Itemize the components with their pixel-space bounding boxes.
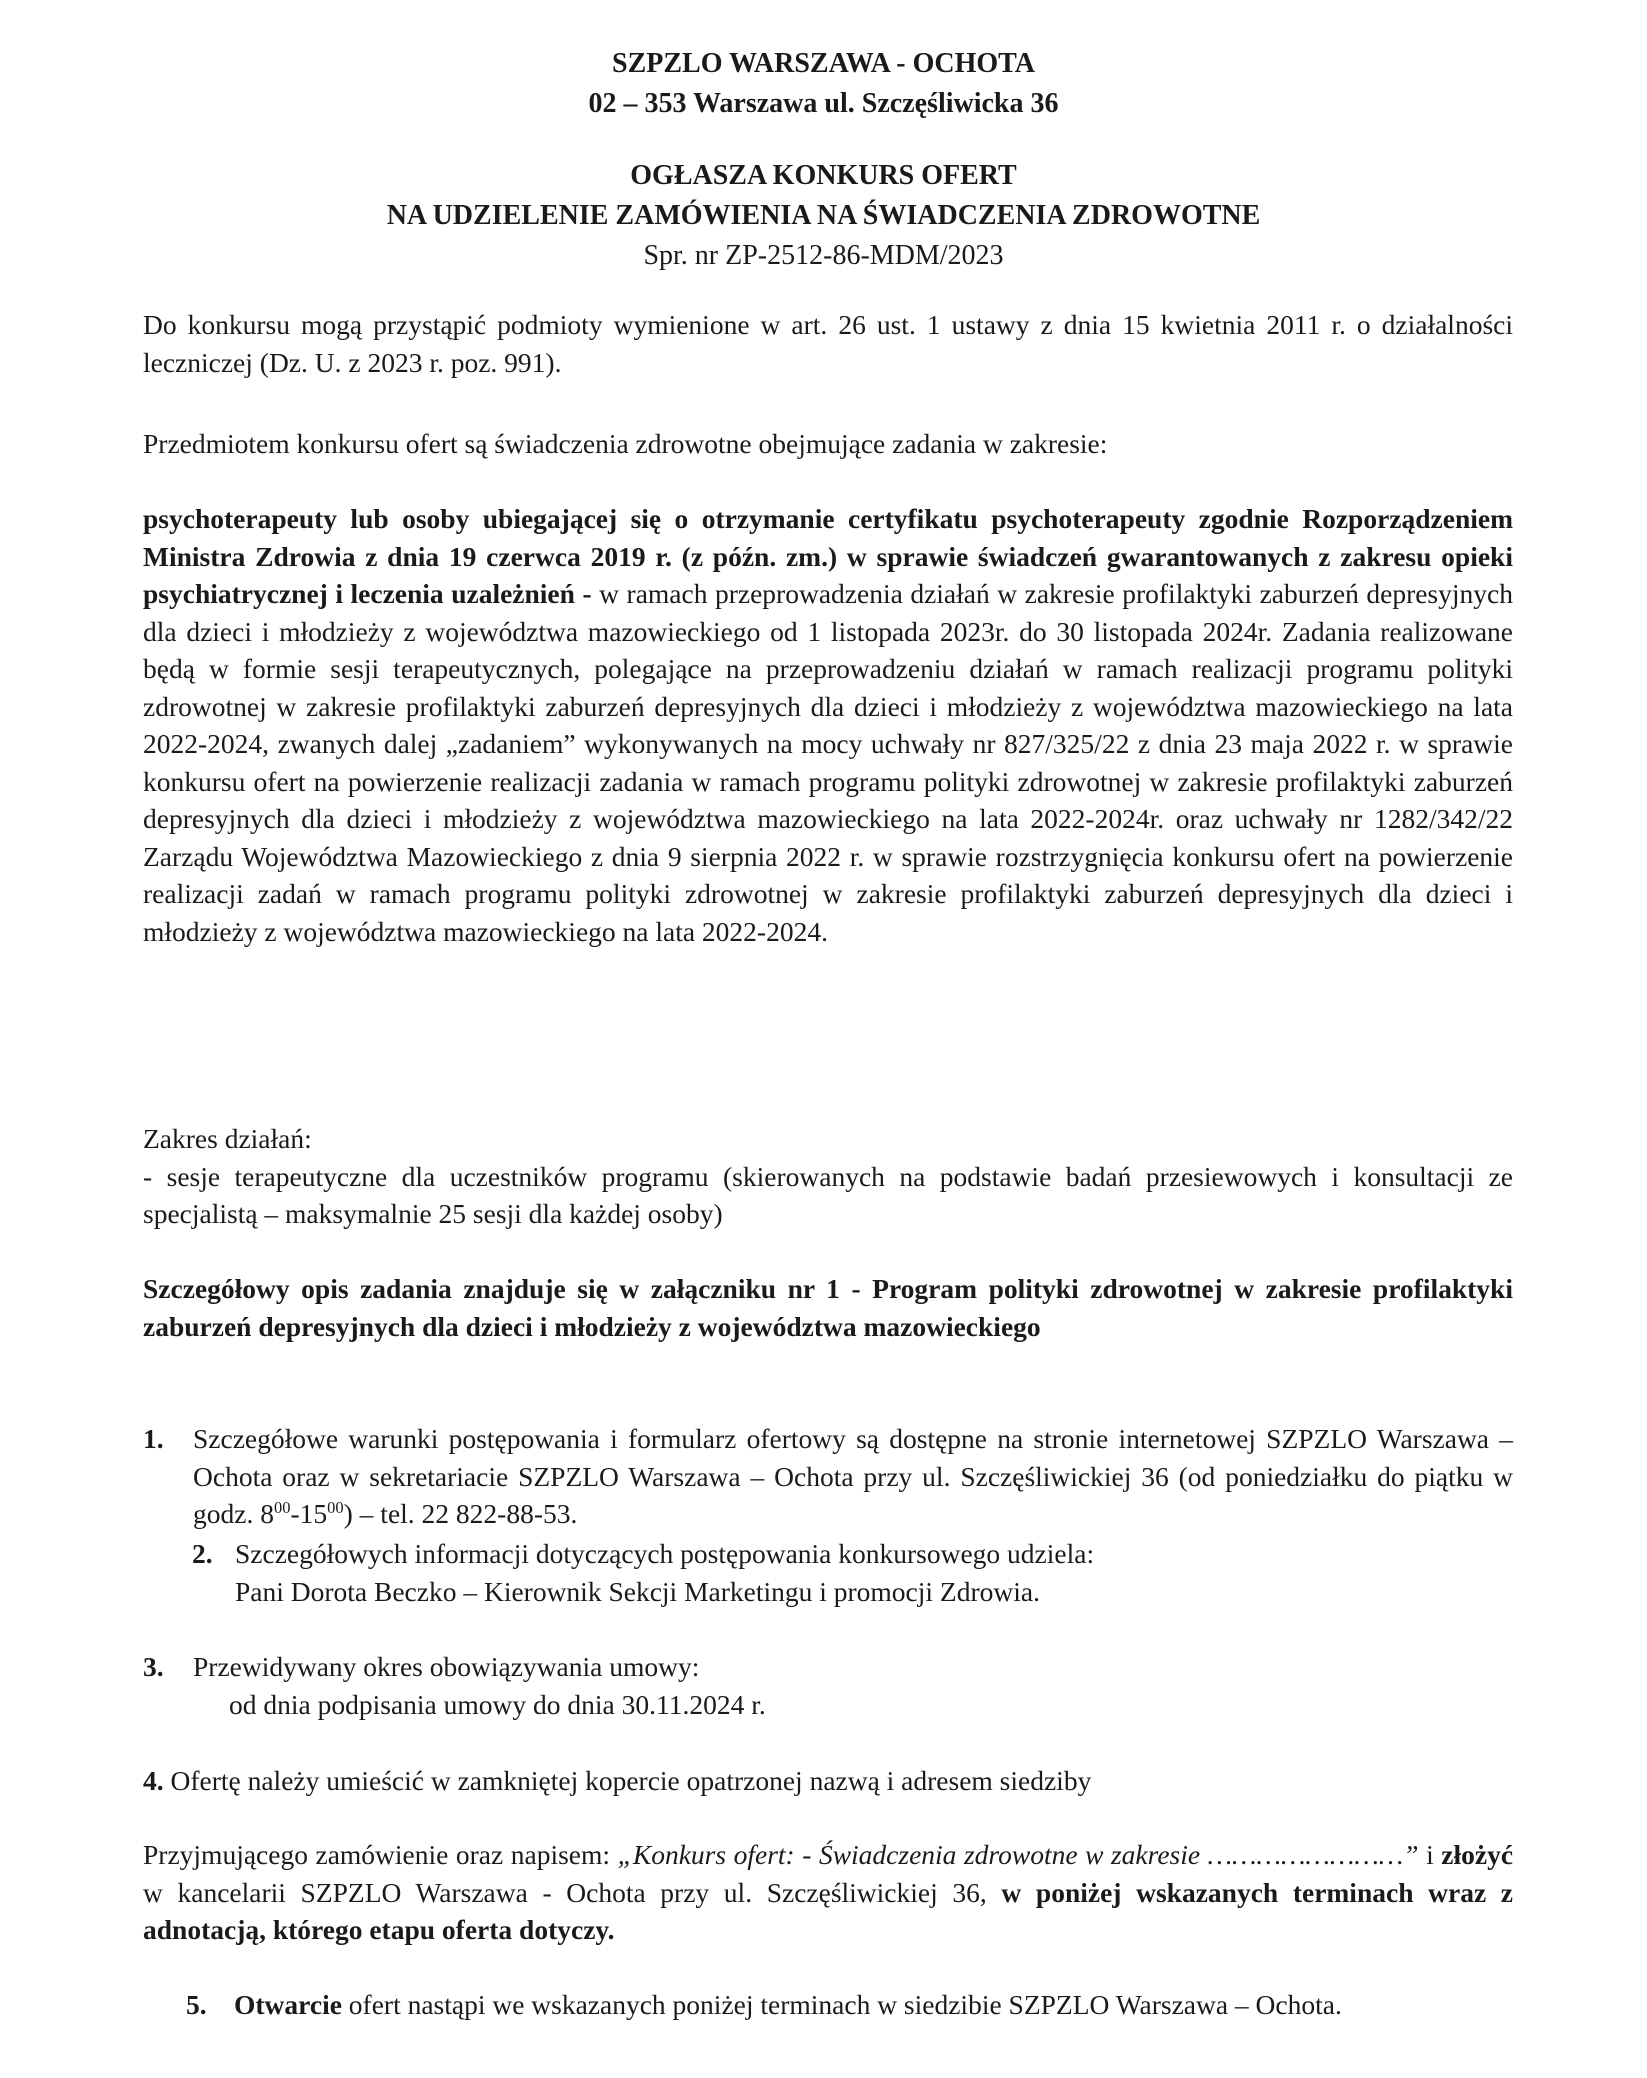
list-number: 2. [192, 1538, 213, 1569]
offer-text-2: i [1418, 1839, 1442, 1870]
list-number: 3. [143, 1651, 164, 1682]
item5-bold-word: Otwarcie [234, 1989, 342, 2020]
item5-text: ofert nastąpi we wskazanych poniżej terminach w siedzibie SZPZLO Warszawa – Ochota. [341, 1989, 1342, 2020]
offer-envelope-label: „Konkurs ofert: - Świadczenia zdrowotne w zakresie ……………………” [617, 1839, 1419, 1870]
list-item-2-text [235, 1535, 1512, 1610]
list-item-1 [143, 1420, 1513, 1533]
organization-address: 02 – 353 Warszawa ul. Szczęśliwicka 36 [588, 88, 1059, 119]
title-line-2: NA UDZIELENIE ZAMÓWIENIA NA ŚWIADCZENIA ZDROWOTNE [386, 200, 1261, 231]
announcement-title [0, 156, 1647, 276]
scope-heading: Zakres działań: [143, 1123, 312, 1154]
offer-submission-paragraph [143, 1836, 1513, 1949]
document-header [0, 44, 1647, 124]
item3-line-1: Przewidywany okres obowiązywania umowy: [193, 1651, 700, 1682]
list-item-1-text [193, 1420, 1513, 1533]
list-item-3-text [193, 1648, 1513, 1723]
list-item-3 [143, 1648, 1513, 1723]
scope-item: - sesje terapeutyczne dla uczestników programu (skierowanych na podstawie badań przesiewowych i konsultacji ze specjalistą – maksymalnie 25 sesji dla każdej osoby) [143, 1160, 1513, 1229]
item2-line-1: Szczegółowych informacji dotyczących postępowania konkursowego udziela: [235, 1538, 1095, 1569]
services-regular-text: w ramach przeprowadzenia działań w zakresie profilaktyki zaburzeń depresyjnych dla dzieci i młodzieży z województwa mazowieckiego od 1 listopada 2023r. do 30 listopada 2024r. Zadania realizowane będą w formie sesji terapeutycznych, polegające na przeprowadzeniu działań w ramach realizacji programu polityki zdrowotnej w zakresie profilaktyki zaburzeń depresyjnych dla dzieci i młodzieży z województwa mazowieckiego na lata 2022-2024, zwanych dalej „zadaniem” wykonywanych na mocy uchwały nr 827/325/22 z dnia 23 maja 2022 r. w sprawie konkursu ofert na powierzenie realizacji zadania w ramach programu polityki zdrowotnej w zakresie profilaktyki zaburzeń depresyjnych dla dzieci i młodzieży z województwa mazowieckiego na lata 2022-2024r. oraz uchwały nr 1282/342/22 Zarządu Województwa Mazowieckiego z dnia 9 sierpnia 2022 r. w sprawie rozstrzygnięcia konkursu ofert na powierzenie realizacji zadań w ramach programu polityki zdrowotnej w zakresie profilaktyki zaburzeń depresyjnych dla dzieci i młodzieży z województwa mazowieckiego na lata 2022-2024. [143, 578, 1513, 947]
item1-text-a: Szczegółowe warunki postępowania i formularz ofertowy są dostępne na stronie internetowej SZPZLO Warszawa – Ochota oraz w sekretariacie SZPZLO Warszawa – Ochota przy ul. Szczęśliwickiej 36 (od poniedziałku do piątku w godz. 8 [193, 1423, 1513, 1529]
item1-sup-end: 00 [327, 1497, 344, 1517]
list-item-4 [143, 1762, 1513, 1800]
scope-section [143, 1120, 1513, 1233]
subject-paragraph: Przedmiotem konkursu ofert są świadczenia zdrowotne obejmujące zadania w zakresie: [143, 428, 1108, 459]
item2-contact: Pani Dorota Beczko – Kierownik Sekcji Marketingu i promocji Zdrowia. [235, 1575, 1040, 1607]
list-number: 5. [186, 1989, 207, 2020]
item1-sup-start: 00 [273, 1497, 291, 1517]
offer-text-3: w kancelarii SZPZLO Warszawa - Ochota przy ul. Szczęśliwickiej 36, [143, 1876, 1002, 1908]
services-bold-text: psychoterapeuty lub osoby ubiegającej się o otrzymanie certyfikatu psychoterapeuty zgodnie Rozporządzeniem Ministra Zdrowia z dnia 19 czerwca 2019 r. (z późn. zm.) w sprawie świadczeń gwarantowanych z zakresu opieki psychiatrycznej i leczenia uzależnień - [143, 503, 1513, 609]
services-paragraph [143, 500, 1513, 950]
list-item-5 [186, 1986, 1506, 2024]
organization-name: SZPZLO WARSZAWA - OCHOTA [612, 48, 1035, 79]
list-number: 1. [143, 1423, 164, 1454]
case-reference: Spr. nr ZP-2512-86-MDM/2023 [643, 240, 1004, 271]
title-line-1: OGŁASZA KONKURS OFERT [630, 160, 1017, 191]
detail-reference: Szczegółowy opis zadania znajduje się w załączniku nr 1 - Program polityki zdrowotnej w zakresie profilaktyki zaburzeń depresyjnych dla dzieci i młodzieży z województwa mazowieckiego [143, 1273, 1513, 1342]
item4-text: Ofertę należy umieścić w zamkniętej kopercie opatrzonej nazwą i adresem siedziby [170, 1765, 1092, 1796]
offer-submit-word: złożyć [1441, 1839, 1514, 1870]
item3-contract-period: od dnia podpisania umowy do dnia 30.11.2024 r. [229, 1688, 766, 1720]
list-item-2 [192, 1535, 1512, 1610]
item1-text-b: ) – tel. 22 822-88-53. [343, 1498, 578, 1529]
list-number: 4. [143, 1765, 164, 1796]
eligibility-paragraph: Do konkursu mogą przystąpić podmioty wymienione w art. 26 ust. 1 ustawy z dnia 15 kwietnia 2011 r. o działalności leczniczej (Dz. U. z 2023 r. poz. 991). [143, 309, 1513, 378]
list-item-5-text [234, 1986, 1506, 2024]
offer-text-1: Przyjmującego zamówienie oraz napisem: [143, 1839, 618, 1870]
offer-deadline-note: w poniżej wskazanych terminach wraz z adnotacją, którego etapu oferta dotyczy. [143, 1876, 1513, 1945]
item1-hour-end: -15 [290, 1498, 328, 1529]
